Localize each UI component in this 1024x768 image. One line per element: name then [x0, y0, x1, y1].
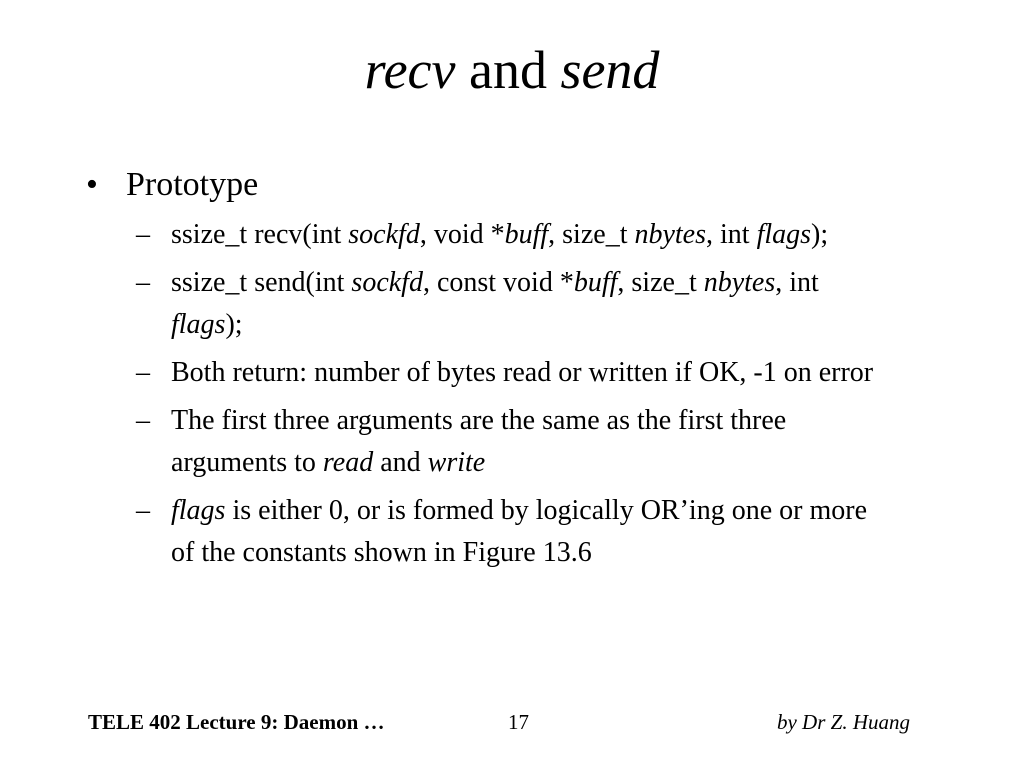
title-recv: recv [364, 40, 456, 100]
text: , const void * [422, 267, 574, 298]
text: ssize_t recv(int [171, 219, 349, 250]
param-nbytes: nbytes [634, 219, 706, 250]
dash-marker: – [136, 405, 150, 436]
param-buff: buff [504, 219, 549, 250]
sub-item-send-prototype [136, 262, 891, 346]
sub-item-first-three-arguments [136, 400, 891, 484]
param-flags: flags [756, 219, 812, 250]
dash-marker: – [136, 495, 150, 526]
text: , size_t [617, 267, 704, 298]
param-nbytes: nbytes [703, 267, 776, 298]
param-flags: flags [171, 309, 226, 340]
footer-lecture-title: TELE 402 Lecture 9: Daemon … [88, 710, 385, 734]
bullet-label: Prototype [126, 166, 259, 203]
text: , int [706, 219, 757, 250]
text: Both return: number of bytes read or written if OK, -1 on error [171, 357, 874, 388]
func-read: read [322, 447, 374, 478]
bullet-marker: • [86, 166, 98, 203]
dash-marker: – [136, 219, 150, 250]
text: is either 0, or is formed by logically OR’ing one or more of the constants shown in Figure 13.6 [171, 495, 867, 568]
text: , size_t [548, 219, 635, 250]
slide-content [86, 162, 946, 580]
text: and [373, 447, 428, 478]
bullet-prototype [86, 162, 946, 208]
title-send: send [560, 40, 660, 100]
dash-marker: – [136, 357, 150, 388]
text: , void * [419, 219, 505, 250]
sub-item-flags [136, 490, 891, 574]
title-and: and [455, 40, 561, 100]
param-flags: flags [171, 495, 226, 526]
footer-author: by Dr Z. Huang [776, 710, 910, 734]
sub-item-list [86, 214, 946, 574]
param-buff: buff [573, 267, 618, 298]
sub-item-recv-prototype [136, 214, 891, 256]
param-sockfd: sockfd [348, 219, 420, 250]
footer-page-number: 17 [508, 710, 529, 734]
param-sockfd: sockfd [351, 267, 423, 298]
text: ); [225, 309, 243, 340]
sub-item-return-values [136, 352, 891, 394]
dash-marker: – [136, 267, 150, 298]
slide-title [0, 38, 1024, 102]
text: The first three arguments are the same as the first three arguments to [171, 405, 787, 478]
text: ); [811, 219, 829, 250]
text: ssize_t send(int [171, 267, 352, 298]
text: , int [775, 267, 819, 298]
func-write: write [427, 447, 486, 478]
